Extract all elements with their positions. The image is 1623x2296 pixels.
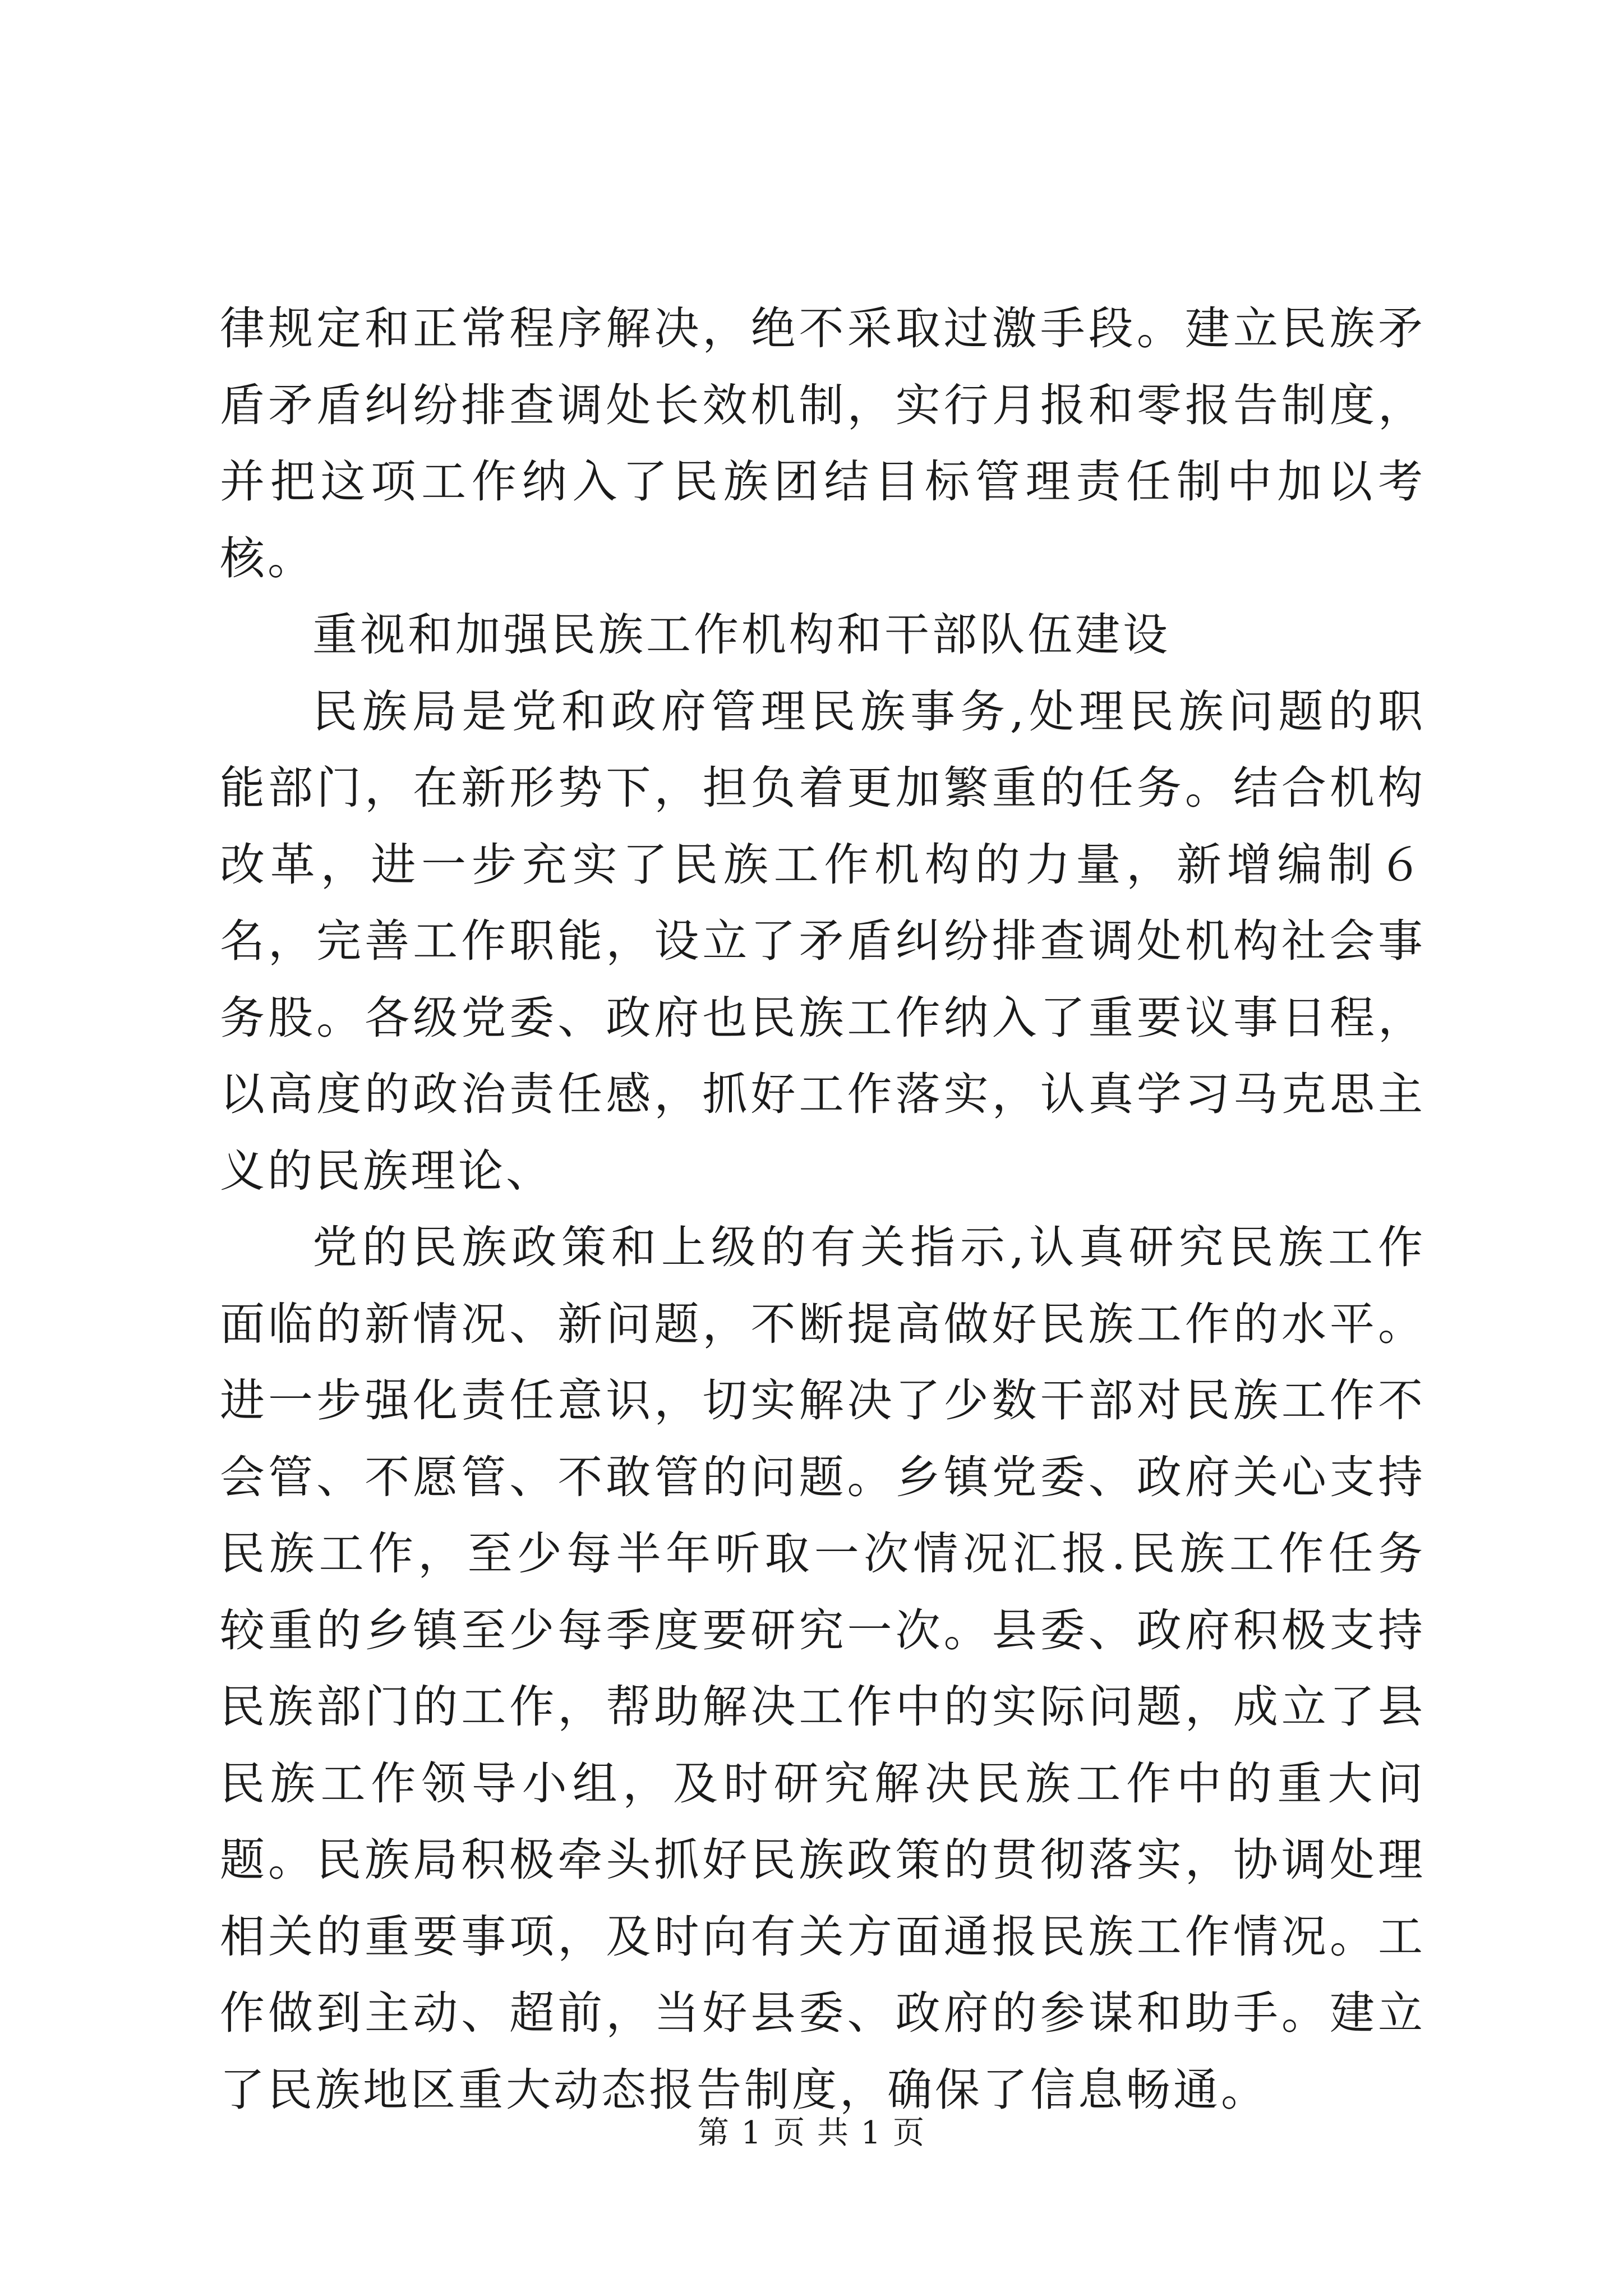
document-body <box>220 291 1426 2128</box>
paragraph: 党的民族政策和上级的有关指示,认真研究民族工作面临的新情况、新问题，不断提高做好民族工作的水平。进一步强化责任意识，切实解决了少数干部对民族工作不会管、不愿管、不敢管的问题。乡镇党委、政府关心支持民族工作，至少每半年听取一次情况汇报.民族工作任务较重的乡镇至少每季度要研究一次。县委、政府积极支持民族部门的工作，帮助解决工作中的实际问题，成立了县民族工作领导小组，及时研究解决民族工作中的重大问题。民族局积极牵头抓好民族政策的贯彻落实，协调处理相关的重要事项，及时向有关方面通报民族工作情况。工作做到主动、超前，当好县委、政府的参谋和助手。建立了民族地区重大动态报告制度，确保了信息畅通。 <box>220 1221 1426 2116</box>
section-heading: 重视和加强民族工作机构和干部队伍建设 <box>312 609 1170 661</box>
paragraph-continuation: 律规定和正常程序解决，绝不采取过激手段。建立民族矛盾矛盾纠纷排查调处长效机制，实行月报和零报告制度，并把这项工作纳入了民族团结目标管理责任制中加以考核。 <box>220 302 1426 585</box>
paragraph: 民族局是党和政府管理民族事务,处理民族问题的职能部门，在新形势下，担负着更加繁重的任务。结合机构改革，进一步充实了民族工作机构的力量，新增编制６名，完善工作职能，设立了矛盾纠纷排查调处机构社会事务股。各级党委、政府也民族工作纳入了重要议事日程，以高度的政治责任感，抓好工作落实，认真学习马克思主义的民族理论、 <box>220 685 1426 1197</box>
page-number-footer: 第 1 页 共 1 页 <box>697 2115 926 2151</box>
